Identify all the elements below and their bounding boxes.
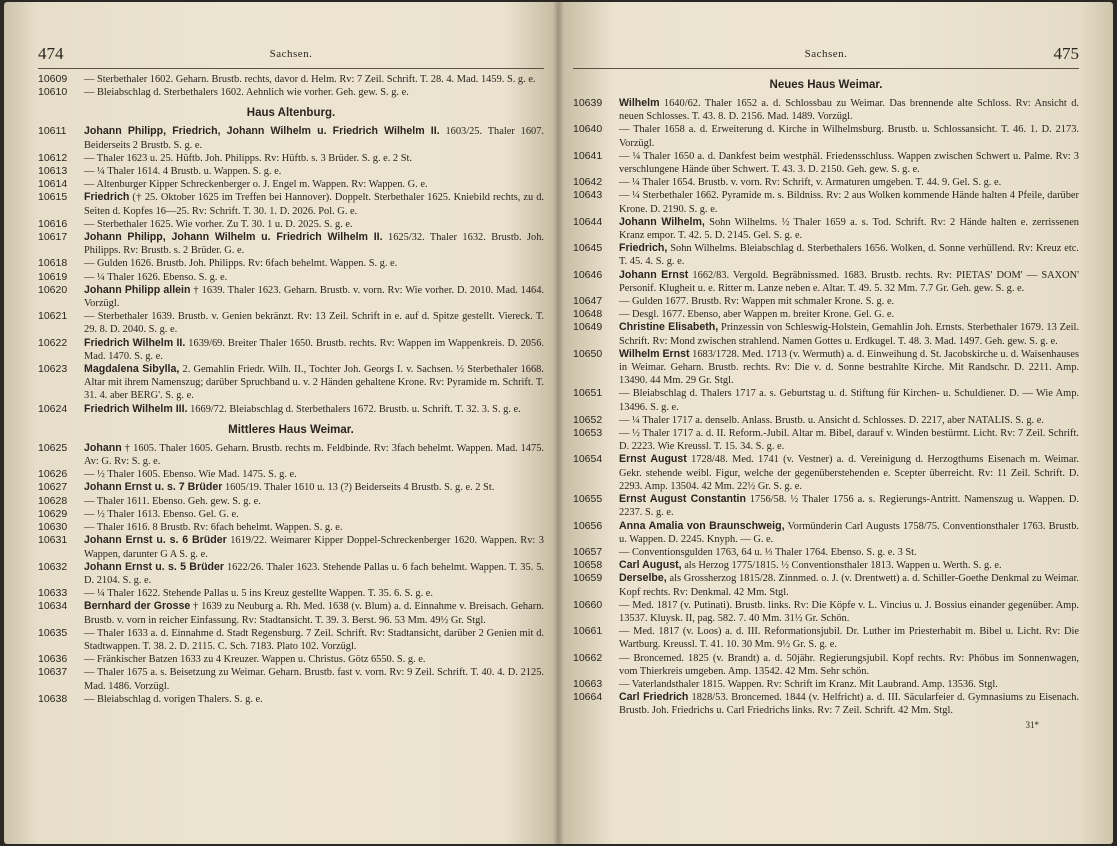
entry-ruler-name: Derselbe,	[619, 572, 667, 585]
section-title-neues-weimar: Neues Haus Weimar.	[769, 79, 883, 91]
entry-description: — ¼ Thaler 1717 a. denselb. Anlass. Brustb. u. Ansicht d. Schlosses. D. 2217, aber NATALIS. S. g. e.	[619, 414, 1044, 426]
entry-number: 10621	[38, 310, 68, 323]
catalog-entry	[573, 652, 1079, 678]
entry-number: 10633	[38, 587, 68, 600]
entry-description: 1622/26. Thaler 1623. Stehende Pallas u. 6 fach behelmt. Wappen. T. 35. 5. D. 2104. S. g. e.	[84, 561, 544, 586]
catalog-entry	[573, 520, 1079, 546]
entry-number: 10618	[38, 257, 68, 270]
entry-number: 10622	[38, 336, 68, 349]
entry-number: 10631	[38, 534, 68, 547]
catalog-entry	[573, 295, 1079, 308]
catalog-entry	[573, 269, 1079, 295]
catalog-entry	[38, 600, 544, 626]
entry-description: † 1605. Thaler 1605. Geharn. Brustb. rechts m. Feldbinde. Rv: 3fach behelmt. Wappen. Mad. 1475. Av: G. Rv: S. g. e.	[84, 442, 544, 468]
entry-number: 10623	[38, 363, 68, 376]
entry-description: — ¼ Thaler 1622. Stehende Pallas u. 5 ins Kreuz gestellte Wappen. T. 35. 6. S. g. e.	[84, 588, 434, 600]
entry-number: 10659	[573, 572, 603, 585]
catalog-entry	[573, 176, 1079, 189]
entry-ruler-name: Ernst August	[619, 453, 687, 466]
catalog-entry	[573, 546, 1079, 559]
catalog-entry	[38, 191, 544, 217]
left-running-head	[38, 36, 544, 64]
catalog-entry	[38, 508, 544, 521]
entry-number: 10620	[38, 283, 68, 296]
catalog-entry	[573, 348, 1079, 388]
catalog-entry	[38, 337, 544, 363]
entry-number: 10653	[573, 427, 603, 440]
entry-number: 10663	[573, 677, 603, 690]
entry-number: 10654	[573, 453, 603, 466]
entry-description: 1756/58. ½ Thaler 1756 a. s. Regierungs-Antritt. Namenszug u. Wappen. D. 2237. S. g. e.	[619, 494, 1080, 519]
entry-number: 10614	[38, 178, 68, 191]
entry-number: 10644	[573, 215, 603, 228]
entry-description: — Thaler 1611. Ebenso. Geh. gew. S. g. e.	[84, 495, 261, 507]
entry-number: 10656	[573, 519, 603, 532]
entry-description: — Fränkischer Batzen 1633 zu 4 Kreuzer. Wappen u. Christus. Götz 6550. S. g. e.	[84, 654, 426, 666]
entry-number: 10624	[38, 402, 68, 415]
entry-description: — Med. 1817 (v. Putinati). Brustb. links. Rv: Die Köpfe v. L. Vincius u. J. Bossius einander gegenüber. Amp. 13537. Kluysk. II, pag. 582. 7. 40 Mm. 31½ Gr. Schön.	[619, 599, 1079, 624]
catalog-entry	[38, 653, 544, 666]
entry-description: — Conventionsgulden 1763, 64 u. ⅓ Thaler 1764. Ebenso. S. g. e. 3 St.	[619, 546, 917, 558]
entry-number: 10629	[38, 507, 68, 520]
entry-number: 10640	[573, 123, 603, 136]
entry-description: 2. Gemahlin Friedr. Wilh. II., Tochter Joh. Georgs I. v. Sachsen. ½ Sterbethaler 1668. Altar mit ihrem Namenszug; darüber Spruchband u. v. 2 Händen gehaltene Krone. Rv: Pyramide m. Schrift. T. 31. 4. aber BERG'. S. g. e.	[84, 364, 544, 402]
entry-description: als Grossherzog 1815/28. Zinnmed. o. J. (v. Drentwett) a. d. Schiller-Goethe Denkmal zu Weimar. Kopf rechts. Rv: Denkmal. 42 Mm. Stgl.	[619, 573, 1079, 598]
entry-description: — Bleiabschlag d. Thalers 1717 a. s. Geburtstag u. d. Stiftung für Kirchen- u. Schuldiener. D. — Wie Amp. 13496. S. g. e.	[619, 388, 1079, 413]
catalog-entry	[38, 693, 544, 706]
entry-description: 1640/62. Thaler 1652 a. d. Schlossbau zu Weimar. Das brennende alte Schloss. Rv: Ansicht d. neuen Schlosses. T. 43. 8. D. 2156. Mad. 1489. Vorzügl.	[619, 98, 1079, 123]
catalog-entry	[38, 666, 544, 692]
entry-description: — Gulden 1626. Brustb. Joh. Philipps. Rv: 6fach behelmt. Wappen. S. g. e.	[84, 258, 398, 270]
catalog-entry	[573, 599, 1079, 625]
altenburg-entries	[38, 125, 544, 415]
catalog-entry	[38, 587, 544, 600]
entry-ruler-name: Johann Philipp allein	[84, 283, 191, 296]
entry-number: 10626	[38, 468, 68, 481]
entry-number: 10635	[38, 626, 68, 639]
catalog-entry	[573, 387, 1079, 413]
catalog-entry	[38, 73, 544, 86]
entry-ruler-name: Johann Philipp, Johann Wilhelm u. Friedrich Wilhelm II.	[84, 231, 383, 244]
catalog-entry	[573, 308, 1079, 321]
entry-description: († 25. Oktober 1625 im Treffen bei Hannover). Doppelt. Sterbethaler 1625. Kniebild rechts, zu d. Seiten d. Kopfes 16—25. Rv: Schrift. T. 30. 1. D. 2026. Pol. G. e.	[84, 192, 544, 217]
left-page	[4, 2, 558, 844]
entry-description: — ¼ Thaler 1614. 4 Brustb. u. Wappen. S. g. e.	[84, 166, 282, 178]
catalog-entry	[38, 403, 544, 416]
entry-description: 1619/22. Weimarer Kipper Doppel-Schreckenberger 1620. Wappen. Rv: 3 Wappen, darunter G A S. g. e.	[84, 535, 544, 560]
entry-ruler-name: Johann Ernst u. s. 7 Brüder	[84, 481, 223, 494]
section-title-altenburg: Haus Altenburg.	[246, 107, 336, 120]
entry-description: — Thaler 1675 a. s. Beisetzung zu Weimar. Geharn. Brustb. fast v. vorn. Rv: 9 Zeil. Schrift. T. 40. 4. D. 2125. Mad. 1486. Vorzügl.	[84, 667, 544, 692]
entry-number: 10646	[573, 268, 603, 281]
entry-description: — ½ Thaler 1717 a. d. II. Reform.-Jubil. Altar m. Bibel, darauf v. Winden bestürmt. Licht. Rv: 7 Zeil. Schrift. D. 2223. Wie Kreussl. T. 15. 34. S. g. e.	[619, 428, 1079, 453]
catalog-entry	[38, 125, 544, 151]
entry-description: — ¼ Thaler 1626. Ebenso. S. g. e.	[84, 271, 228, 283]
entry-number: 10650	[573, 347, 603, 360]
entry-ruler-name: Christine Elisabeth,	[619, 321, 719, 334]
entry-description: — Thaler 1623 u. 25. Hüftb. Joh. Philipps. Rv: Hüftb. s. 3 Brüder. S. g. e. 2 St.	[84, 152, 412, 164]
entry-number: 10655	[573, 493, 603, 506]
entry-description: — ¼ Thaler 1654. Brustb. v. vorn. Rv: Schrift, v. Armaturen umgeben. T. 44. 9. Gel. S. g. e.	[619, 177, 1002, 189]
catalog-entry	[573, 97, 1079, 123]
entry-number: 10643	[573, 189, 603, 202]
entry-number: 10636	[38, 653, 68, 666]
catalog-entry	[573, 559, 1079, 572]
entry-number: 10641	[573, 149, 603, 162]
entry-number: 10645	[573, 242, 603, 255]
entry-number: 10632	[38, 560, 68, 573]
right-running-head	[573, 36, 1079, 64]
entry-description: — Thaler 1633 a. d. Einnahme d. Stadt Regensburg. 7 Zeil. Schrift. Rv: Stadtansicht, darüber 2 Genien mit d. Stadtwappen. T. 38. 2. D. 2115. C. Sch. 7183. Plato 102. Vorzügl.	[84, 627, 544, 652]
catalog-entry	[38, 86, 544, 99]
entry-description: — Desgl. 1677. Ebenso, aber Wappen m. breiter Krone. Gel. G. e.	[619, 309, 895, 321]
catalog-entry	[38, 152, 544, 165]
entry-ruler-name: Johann Ernst u. s. 5 Brüder	[84, 560, 225, 573]
entry-number: 10647	[573, 295, 603, 308]
catalog-entry	[38, 534, 544, 560]
entry-number: 10609	[38, 73, 68, 85]
entry-number: 10634	[38, 600, 68, 613]
entry-ruler-name: Johann Wilhelm,	[619, 215, 705, 228]
entry-description: 1605/19. Thaler 1610 u. 13 (?) Beiderseits 4 Brustb. S. g. e. 2 St.	[222, 482, 495, 494]
catalog-entry	[38, 231, 544, 257]
entry-number: 10637	[38, 666, 68, 679]
entry-ruler-name: Bernhard der Grosse	[84, 600, 191, 613]
entry-ruler-name: Friedrich Wilhelm II.	[84, 336, 186, 349]
catalog-entry	[38, 257, 544, 270]
entry-number: 10630	[38, 521, 68, 534]
catalog-entry	[38, 271, 544, 284]
neues-weimar-entries	[573, 97, 1079, 718]
entry-number: 10625	[38, 441, 68, 454]
entry-ruler-name: Friedrich,	[619, 242, 668, 255]
entry-description: — Sterbethaler 1602. Geharn. Brustb. rechts, davor d. Helm. Rv: 7 Zeil. Schrift. T. 28. 4. Mad. 1459. S. g. e.	[84, 74, 536, 85]
catalog-entry	[573, 691, 1079, 717]
catalog-entry	[573, 453, 1079, 493]
entry-description: — ½ Thaler 1605. Ebenso. Wie Mad. 1475. S. g. e.	[84, 469, 297, 481]
entry-description: 1625/32. Thaler 1632. Brustb. Joh. Philipps. Rv: Brustb. s. 2 Brüder. G. e.	[84, 232, 544, 257]
catalog-entry	[38, 442, 544, 468]
catalog-entry	[573, 321, 1079, 347]
entry-ruler-name: Wilhelm Ernst	[619, 347, 690, 360]
left-running-title: Sachsen.	[269, 48, 313, 60]
entry-number: 10628	[38, 494, 68, 507]
entry-number: 10616	[38, 217, 68, 230]
entry-description: — Sterbethaler 1639. Brustb. v. Genien bekränzt. Rv: 13 Zeil. Schrift in e. auf d. Spitze gestellt. Viereck. T. 29. 8. D. 2040. S. g. e.	[84, 311, 544, 336]
catalog-entry	[38, 468, 544, 481]
entry-number: 10612	[38, 151, 68, 164]
entry-description: — Altenburger Kipper Schreckenberger o. J. Engel m. Wappen. Rv: Wappen. G. e.	[84, 179, 428, 191]
entry-ruler-name: Johann Ernst	[619, 268, 689, 281]
entry-description: † 1639. Thaler 1623. Geharn. Brustb. v. vorn. Rv: Wie vorher. D. 2010. Mad. 1464. Vorzügl.	[84, 284, 545, 310]
entry-ruler-name: Magdalena Sibylla,	[84, 363, 180, 376]
entry-description: — Sterbethaler 1625. Wie vorher. Zu T. 30. 1 u. D. 2025. S. g. e.	[84, 218, 353, 230]
entry-ruler-name: Wilhelm	[619, 97, 660, 109]
signature-mark: 31*	[1025, 719, 1039, 730]
right-page-number: 475	[1053, 44, 1079, 63]
catalog-entry	[38, 521, 544, 534]
entry-description: 1662/83. Vergold. Begräbnissmed. 1683. Brustb. rechts. Rv: PIETAS' DOM' — SAXON' Personif. Klugheit u. e. Ritter m. Lanze neben e. Altar. T. 49. 5. 32 Mm. 7.7 Gr. Geh. gew. S. g. e.	[619, 269, 1079, 294]
section-title-mittleres-weimar: Mittleres Haus Weimar.	[228, 423, 354, 436]
book-spread	[4, 2, 1113, 844]
entry-description: — Gulden 1677. Brustb. Rv: Wappen mit schmaler Krone. S. g. e.	[619, 296, 895, 308]
catalog-entry	[573, 216, 1079, 242]
catalog-entry	[573, 678, 1079, 691]
entry-description: 1603/25. Thaler 1607. Beiderseits 2 Brustb. S. g. e.	[84, 126, 544, 151]
entry-description: — ¼ Thaler 1650 a. d. Dankfest beim westphäl. Friedensschluss. Wappen zwischen Schwert u. Palme. Rv: 3 verschlungene Hände über Schwert. T. 43. 3. D. 2150. Geh. gew. S. g. e.	[619, 150, 1079, 176]
entry-number: 10639	[573, 97, 603, 109]
entry-ruler-name: Johann Philipp, Friedrich, Johann Wilhelm u. Friedrich Wilhelm II.	[84, 125, 440, 138]
catalog-entry	[38, 284, 544, 310]
entry-ruler-name: Johann Ernst u. s. 6 Brüder	[84, 534, 227, 547]
mittleres-weimar-entries	[38, 442, 544, 706]
catalog-entry	[38, 627, 544, 653]
entry-number: 10660	[573, 598, 603, 611]
entry-description: — Vaterlandsthaler 1815. Wappen. Rv: Schrift im Kranz. Mit Laubrand. Amp. 13536. Stgl.	[619, 678, 998, 690]
entry-description: 1828/53. Broncemed. 1844 (v. Helfricht) a. d. III. Säcularfeier d. Gymnasiums zu Eisenach. Brustb. Joh. Friedrichs u. Carl Friedrichs links. Rv: 7 Zeil. Schrift. 42 Mm. Stgl.	[619, 692, 1080, 717]
entry-number: 10642	[573, 176, 603, 189]
entry-number: 10613	[38, 165, 68, 178]
catalog-entry	[38, 218, 544, 231]
right-running-title: Sachsen.	[804, 48, 848, 60]
catalog-entry	[573, 493, 1079, 519]
entry-number: 10610	[38, 86, 68, 99]
entry-description: — Med. 1817 (v. Loos) a. d. III. Reformationsjubil. Dr. Luther im Priesterhabit m. Bibel u. Licht. Rv: Die Wartburg. Kreussl. T. 41. 10. 30 Mm. 9½ Gr. S. g. e.	[619, 626, 1079, 651]
entry-number: 10658	[573, 559, 603, 572]
catalog-entry	[38, 495, 544, 508]
entry-number: 10611	[38, 125, 67, 138]
catalog-entry	[573, 625, 1079, 651]
entry-number: 10661	[573, 625, 603, 638]
entry-ruler-name: Friedrich	[84, 191, 130, 204]
catalog-entry	[38, 178, 544, 191]
catalog-entry	[573, 150, 1079, 176]
catalog-entry	[38, 481, 544, 494]
entry-description: — Broncemed. 1825 (v. Brandt) a. d. 50jähr. Regierungsjubil. Kopf rechts. Rv: Phöbus im Sonnenwagen, vom Thierkreis umgeben. Amp. 13542. 42 Mm. Sehr schön.	[619, 652, 1079, 677]
entry-number: 10648	[573, 308, 603, 321]
entry-ruler-name: Carl Friedrich	[619, 691, 689, 704]
entry-description: Vormünderin Carl Augusts 1758/75. Conventionsthaler 1763. Brustb. u. Wappen. D. 2245. Knyph. — G. e.	[619, 520, 1079, 545]
entry-description: 1728/48. Med. 1741 (v. Vestner) a. d. Vereinigung d. Herzogthums Eisenach m. Weimar. Gekr. stehende weibl. Figur, welche der gegenüberstehenden e. Scepter überreicht. Rv: 11 Zeil. Schrift. D. 2293. Amp. 13504. 42 Mm. 22½ Gr. S. g. e.	[619, 454, 1079, 492]
entry-description: — ½ Thaler 1613. Ebenso. Gel. G. e.	[84, 508, 239, 520]
entry-number: 10615	[38, 191, 68, 204]
entry-description: — Thaler 1658 a. d. Erweiterung d. Kirche in Wilhelmsburg. Brustb. u. Schlossansicht. T. 46. 1. D. 2173. Vorzügl.	[619, 124, 1079, 149]
catalog-entry	[573, 572, 1079, 598]
entry-number: 10619	[38, 270, 68, 283]
catalog-entry	[573, 189, 1079, 215]
entry-description: 1669/72. Bleiabschlag d. Sterbethalers 1672. Brustb. u. Schrift. T. 32. 3. S. g. e.	[187, 403, 521, 415]
entry-description: — Bleiabschlag d. Sterbethalers 1602. Aehnlich wie vorher. Geh. gew. S. g. e.	[84, 87, 409, 99]
catalog-entry	[573, 123, 1079, 149]
catalog-entry	[38, 310, 544, 336]
entry-number: 10649	[573, 321, 603, 334]
entry-description: Sohn Wilhelms. ½ Thaler 1659 a. s. Tod. Schrift. Rv: 2 Hände halten e. zerrissenen Kranz empor. T. 42. 5. D. 2145. Gel. S. g. e.	[619, 216, 1080, 242]
entry-description: — Thaler 1616. 8 Brustb. Rv: 6fach behelmt. Wappen. S. g. e.	[84, 522, 343, 534]
entry-number: 10651	[573, 387, 603, 400]
entry-number: 10627	[38, 481, 68, 494]
entry-number: 10662	[573, 651, 603, 664]
entry-description: — Bleiabschlag d. vorigen Thalers. S. g. e.	[84, 693, 263, 705]
entry-description: Sohn Wilhelms. Bleiabschlag d. Sterbethalers 1656. Wolken, d. Sonne verhüllend. Rv: Kreuz etc. T. 45. 4. S. g. e.	[619, 243, 1079, 268]
catalog-entry	[573, 427, 1079, 453]
entry-description: † 1639 zu Neuburg a. Rh. Med. 1638 (v. Blum) a. d. Einnahme v. Breisach. Geharn. Brustb. v. vorn in reicher Einfassung. Rv: Stadtansicht. T. 39. 3. Berst. 96. 53 Mm. 49½ Gr. Stgl.	[84, 601, 544, 626]
entry-ruler-name: Johann	[84, 441, 122, 454]
entry-description: — ¼ Sterbethaler 1662. Pyramide m. s. Bildniss. Rv: 2 aus Wolken kommende Hände halten 4 Pfeile, darüber Krone. D. 2190. S. g. e.	[619, 190, 1079, 215]
catalog-entry	[38, 561, 544, 587]
entry-description: 1683/1728. Med. 1713 (v. Wermuth) a. d. Einweihung d. St. Jacobskirche u. d. Waisenhauses in Weimar. Geharn. Brustb. rechts. Rv: Die v. d. Sonne bestrahlte Kirche. Mit Randschr. D. 2211. Amp. 13490. 44 Mm. 29 Gr. Stgl.	[619, 348, 1080, 387]
catalog-entry	[38, 363, 544, 403]
right-page	[559, 2, 1113, 844]
left-top-entries	[38, 73, 544, 99]
entry-number: 10664	[573, 691, 603, 704]
entry-description: Prinzessin von Schleswig-Holstein, Gemahlin Joh. Ernsts. Sterbethaler 1679. 13 Zeil. Schrift. Rv: Mond zwischen strahlend. Namen Gottes u. Erdkugel. T. 48. 3. Mad. 1497. Geh. gew. S. g. e.	[619, 322, 1079, 347]
left-page-number: 474	[38, 44, 64, 63]
catalog-entry	[573, 414, 1079, 427]
entry-ruler-name: Anna Amalia von Braunschweig,	[619, 519, 785, 532]
entry-ruler-name: Ernst August Constantin	[619, 493, 746, 506]
entry-number: 10652	[573, 413, 603, 426]
entry-number: 10617	[38, 231, 68, 244]
catalog-entry	[573, 242, 1079, 268]
left-head-rule	[38, 68, 544, 69]
entry-ruler-name: Carl August,	[619, 559, 682, 572]
entry-description: 1639/69. Breiter Thaler 1650. Brustb. rechts. Rv: Wappen im Wappenkreis. D. 2056. Mad. 1470. S. g. e.	[84, 337, 544, 362]
entry-ruler-name: Friedrich Wilhelm III.	[84, 402, 188, 415]
right-head-rule	[573, 68, 1079, 69]
catalog-entry	[38, 165, 544, 178]
entry-description: als Herzog 1775/1815. ½ Conventionsthaler 1813. Wappen u. Werth. S. g. e.	[681, 560, 1002, 572]
entry-number: 10657	[573, 545, 603, 558]
entry-number: 10638	[38, 692, 68, 705]
